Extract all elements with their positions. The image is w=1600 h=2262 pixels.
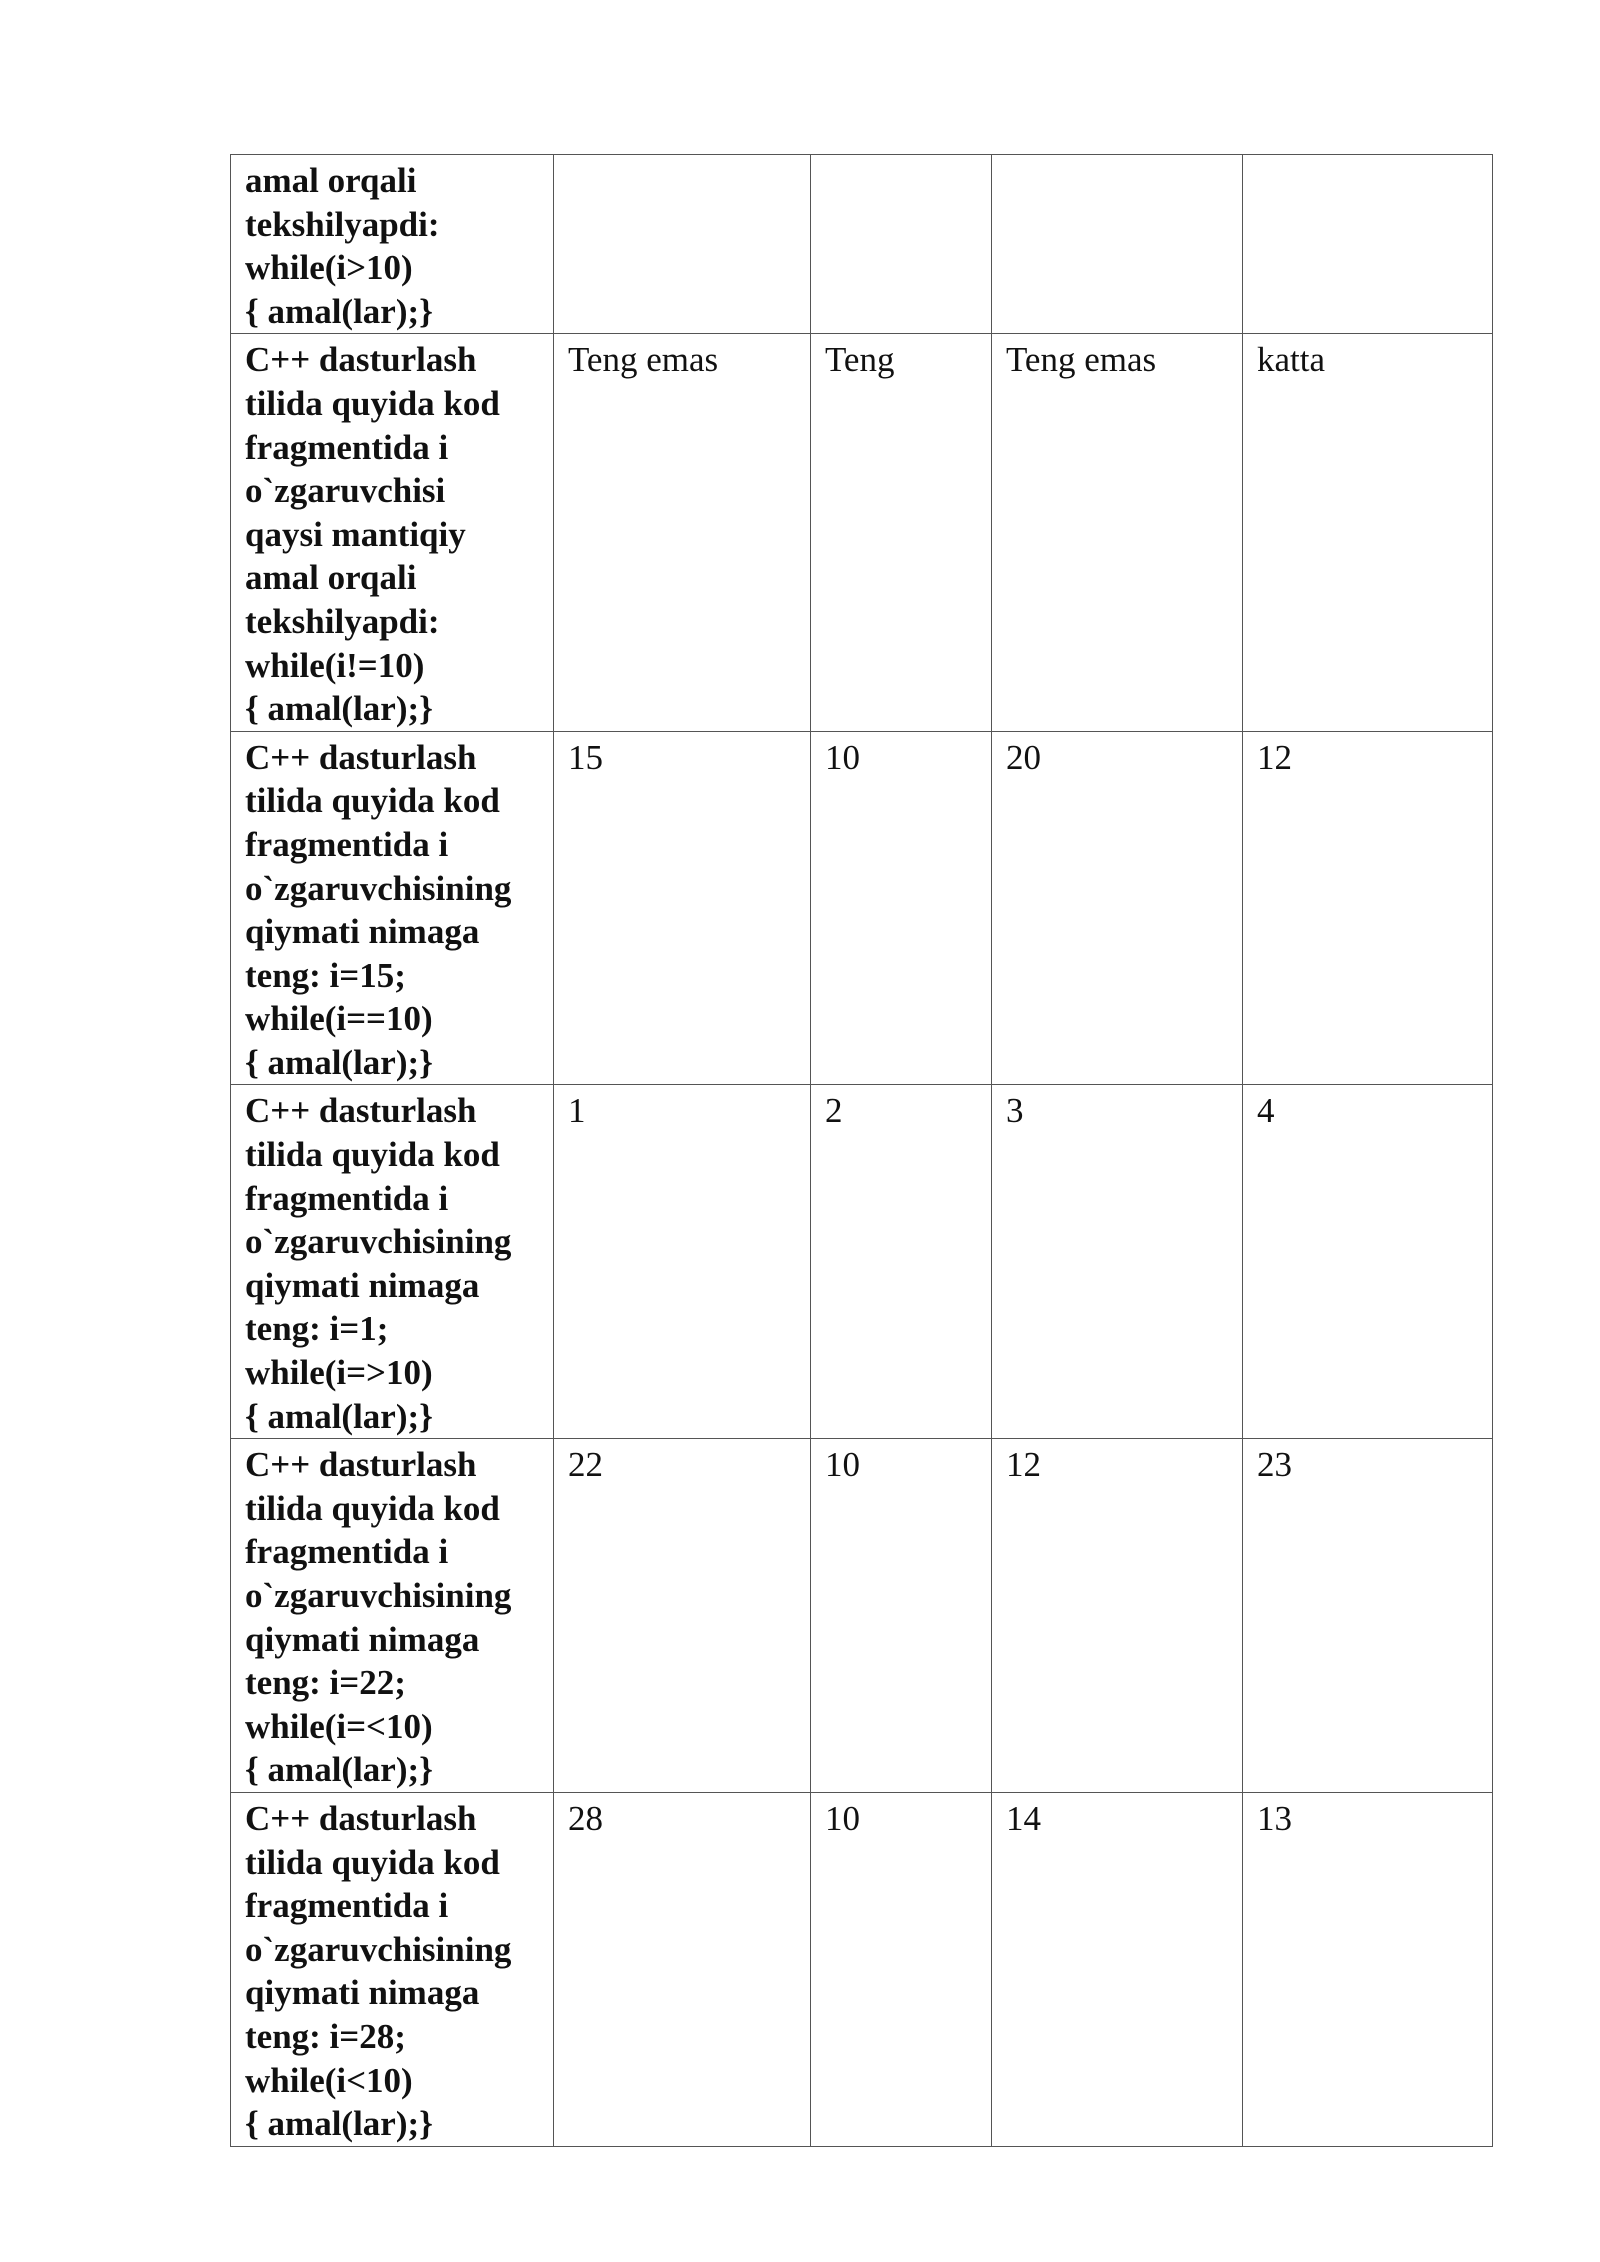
option-c-cell: [992, 155, 1243, 334]
option-b-cell: 10: [811, 1792, 992, 2146]
table-row: [231, 731, 1493, 1085]
option-d-cell: 23: [1243, 1439, 1493, 1793]
question-line: amal orqali: [245, 161, 417, 200]
question-cell: [231, 1439, 554, 1793]
question-line: o`zgaruvchisining: [245, 1576, 512, 1615]
option-c-cell: 14: [992, 1792, 1243, 2146]
question-line: while(i==10): [245, 999, 433, 1039]
quiz-table: [230, 154, 1493, 2147]
question-cell: [231, 155, 554, 334]
question-line: fragmentida i: [245, 1178, 449, 1218]
option-d-cell: katta: [1243, 334, 1493, 731]
table-row: [231, 1439, 1493, 1793]
question-line: C++ dasturlash: [245, 1798, 477, 1838]
question-line: tilida quyida kod: [245, 383, 500, 423]
question-cell: [231, 1792, 554, 2146]
question-line: teng: i=28;: [245, 2016, 406, 2056]
option-a-cell: 1: [554, 1085, 811, 1439]
question-line: while(i=<10): [245, 1706, 433, 1746]
question-line: { amal(lar);}: [245, 689, 433, 729]
question-line: qiymati nimaga: [245, 912, 480, 952]
option-a-cell: [554, 155, 811, 334]
question-line: { amal(lar);}: [245, 2104, 433, 2144]
option-b-cell: 10: [811, 1439, 992, 1793]
question-line: qaysi mantiqiy: [245, 514, 466, 554]
question-line: while(i<10): [245, 2060, 413, 2100]
question-line: while(i=>10): [245, 1353, 433, 1393]
option-c-cell: 20: [992, 731, 1243, 1085]
question-line: while(i!=10): [245, 645, 425, 685]
table-row: [231, 155, 1493, 334]
option-a-cell: Teng emas: [554, 334, 811, 731]
question-line: tilida quyida kod: [245, 1842, 500, 1882]
question-line: { amal(lar);}: [245, 1042, 433, 1082]
question-cell: [231, 1085, 554, 1439]
question-line: teng: i=22;: [245, 1663, 406, 1703]
option-b-cell: 10: [811, 731, 992, 1085]
question-line: tekshilyapdi:: [245, 601, 440, 641]
option-a-cell: 22: [554, 1439, 811, 1793]
option-c-cell: 3: [992, 1085, 1243, 1439]
question-cell: [231, 731, 554, 1085]
question-line: fragmentida i: [245, 427, 449, 467]
question-line: qiymati nimaga: [245, 1619, 480, 1659]
question-line: fragmentida i: [245, 1532, 449, 1572]
question-line: qiymati nimaga: [245, 1265, 480, 1305]
option-a-cell: 15: [554, 731, 811, 1085]
option-d-cell: 12: [1243, 731, 1493, 1085]
option-d-cell: 13: [1243, 1792, 1493, 2146]
question-line: o`zgaruvchisining: [245, 1929, 512, 1969]
option-b-cell: 2: [811, 1085, 992, 1439]
question-line: tilida quyida kod: [245, 1488, 500, 1528]
table-row: [231, 1792, 1493, 2146]
question-line: { amal(lar);}: [245, 291, 433, 331]
option-c-cell: Teng emas: [992, 334, 1243, 731]
question-line: while(i>10): [245, 248, 413, 288]
question-line: fragmentida i: [245, 824, 449, 864]
question-line: qiymati nimaga: [245, 1973, 480, 2013]
question-line: o`zgaruvchisining: [245, 868, 512, 908]
question-line: tekshilyapdi:: [245, 204, 440, 244]
question-line: C++ dasturlash: [245, 737, 477, 777]
question-line: C++ dasturlash: [245, 340, 477, 380]
question-line: { amal(lar);}: [245, 1750, 433, 1790]
question-line: tilida quyida kod: [245, 781, 500, 821]
option-b-cell: Teng: [811, 334, 992, 731]
question-line: teng: i=1;: [245, 1309, 389, 1349]
question-line: fragmentida i: [245, 1886, 449, 1926]
option-d-cell: 4: [1243, 1085, 1493, 1439]
question-line: { amal(lar);}: [245, 1396, 433, 1436]
question-cell: [231, 334, 554, 731]
question-line: tilida quyida kod: [245, 1135, 500, 1175]
option-b-cell: [811, 155, 992, 334]
table-row: [231, 334, 1493, 731]
question-line: o`zgaruvchisi: [245, 471, 446, 511]
question-line: o`zgaruvchisining: [245, 1222, 512, 1262]
table-row: [231, 1085, 1493, 1439]
option-c-cell: 12: [992, 1439, 1243, 1793]
question-line: C++ dasturlash: [245, 1091, 477, 1131]
question-line: teng: i=15;: [245, 955, 406, 995]
question-line: amal orqali: [245, 558, 417, 598]
question-line: C++ dasturlash: [245, 1445, 477, 1485]
option-d-cell: [1243, 155, 1493, 334]
option-a-cell: 28: [554, 1792, 811, 2146]
